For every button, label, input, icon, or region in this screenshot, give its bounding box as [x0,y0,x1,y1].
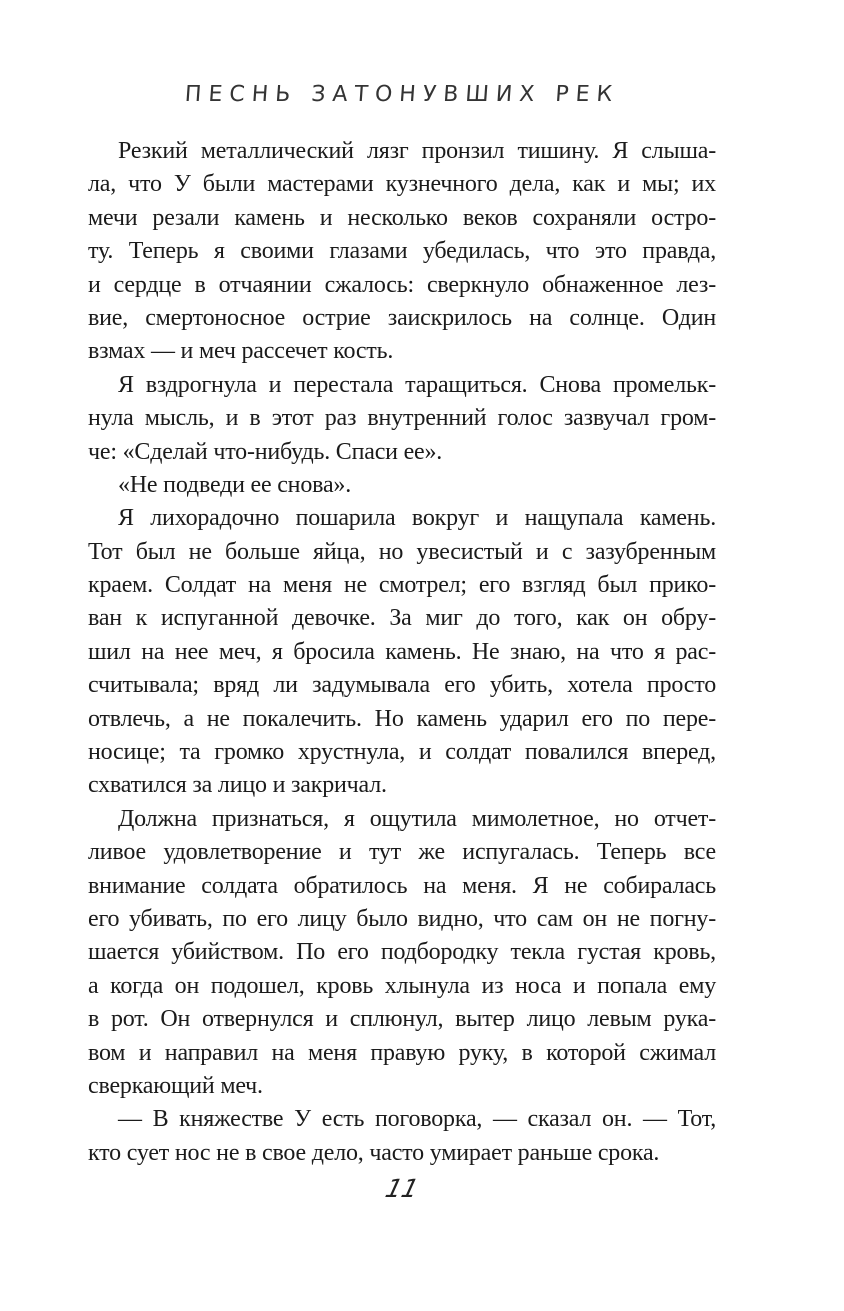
text-line: внимание солдата обратилось на меня. Я не собиралась [88,872,716,899]
text-line: шил на нее меч, я бросила камень. Не знаю, на что я рас- [88,638,716,665]
text-line: кто сует нос не в свое дело, часто умирает раньше срока. [88,1139,660,1166]
text-line: Я лихорадочно пошарила вокруг и нащупала камень. [118,505,716,532]
text-line: ла, что У были мастерами кузнечного дела, как и мы; их [88,171,716,198]
text-line: ван к испуганной девочке. За миг до того, как он обру- [88,605,716,632]
page-number: 11 [382,1174,422,1203]
text-line: Резкий металлический лязг пронзил тишину. Я слыша- [118,138,716,164]
running-header: ПЕСНЬ ЗАТОНУВШИХ РЕК [184,82,620,107]
text-line: мечи резали камень и несколько веков сохраняли остро- [88,204,716,231]
text-line: вие, смертоносное острие заискрилось на солнце. Один [88,304,716,331]
text-line: Тот был не больше яйца, но увесистый и с зазубренным [88,538,716,565]
text-line: считывала; вряд ли задумывала его убить, хотела просто [88,672,716,699]
text-line: краем. Солдат на меня не смотрел; его взгляд был прико- [88,572,716,599]
text-line: Я вздрогнула и перестала таращиться. Снова промельк- [118,371,716,398]
text-line: ту. Теперь я своими глазами убедилась, что это правда, [88,238,716,265]
text-line: сверкающий меч. [88,1072,263,1099]
text-line: Должна признаться, я ощутила мимолетное, но отчет- [118,805,716,832]
text-line: вом и направил на меня правую руку, в которой сжимал [88,1039,716,1066]
text-line: нула мысль, и в этот раз внутренний голос зазвучал гром- [88,405,716,432]
text-line: че: «Сделай что-нибудь. Спаси ее». [88,438,443,465]
text-line: ливое удовлетворение и тут же испугалась. Теперь все [88,839,716,866]
text-line: «Не подведи ее снова». [118,471,351,498]
text-line: схватился за лицо и закричал. [88,772,387,799]
text-line: его убивать, по его лицу было видно, что сам он не погну- [88,905,716,932]
text-line: взмах — и меч рассечет кость. [88,338,394,365]
text-line: в рот. Он отвернулся и сплюнул, вытер лицо левым рука- [88,1006,716,1033]
text-line: отвлечь, а не покалечить. Но камень ударил его по пере- [88,705,716,732]
text-line: — В княжестве У есть поговорка, — сказал он. — Тот, [118,1106,716,1133]
text-line: шается убийством. По его подбородку текла густая кровь, [88,939,716,966]
text-line: и сердце в отчаянии сжалось: сверкнуло обнаженное лез- [88,271,716,298]
text-block [88,135,716,1170]
text-line: а когда он подошел, кровь хлынула из носа и попала ему [88,972,716,999]
text-line: носице; та громко хрустнула, и солдат повалился вперед, [88,739,716,766]
